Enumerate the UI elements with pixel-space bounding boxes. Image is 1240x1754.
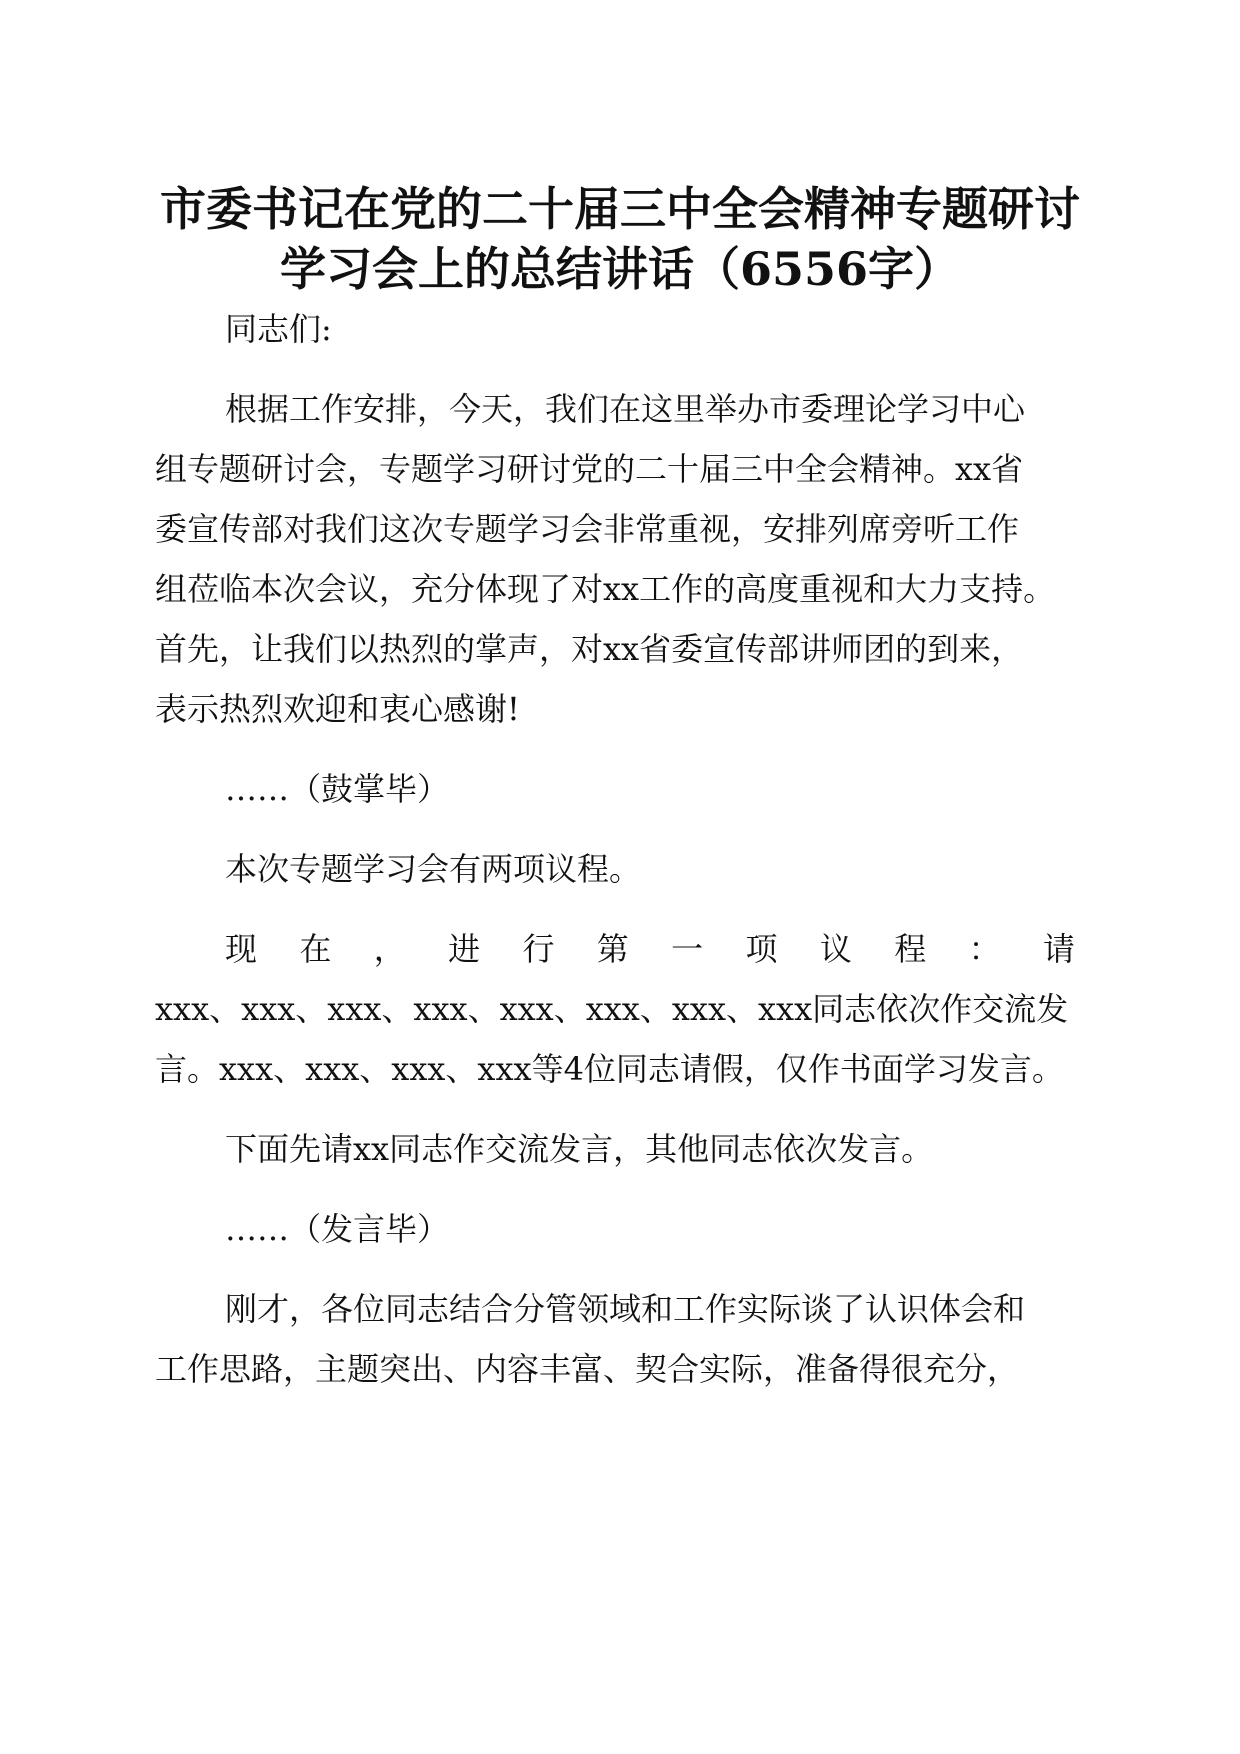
p2-char: ，	[373, 930, 406, 968]
salutation: 同志们:	[225, 310, 332, 348]
paragraph-2-line-3: 言。xxx、xxx、xxx、xxx等4位同志请假，仅作书面学习发言。	[155, 1050, 1064, 1088]
p2-char: 议	[819, 930, 852, 968]
agenda-line: 本次专题学习会有两项议程。	[225, 850, 642, 888]
p2-char: 行	[522, 930, 555, 968]
paragraph-2-line-2: xxx、xxx、xxx、xxx、xxx、xxx、xxx、xxx同志依次作交流发	[155, 990, 1069, 1028]
p2-char: 现	[225, 930, 258, 968]
paragraph-1-line-6: 表示热烈欢迎和衷心感谢!	[155, 690, 520, 728]
p2-char: ：	[968, 930, 1001, 968]
paragraph-1-line-5: 首先，让我们以热烈的掌声，对xx省委宣传部讲师团的到来，	[155, 630, 1024, 668]
paragraph-1-line-1: 根据工作安排，今天，我们在这里举办市委理论学习中心	[225, 390, 1026, 428]
speech-end-note: ……（发言毕）	[225, 1210, 450, 1248]
paragraph-1-line-3: 委宣传部对我们这次专题学习会非常重视，安排列席旁听工作	[155, 510, 1020, 548]
p2-char: 请	[1042, 930, 1075, 968]
p2-char: 一	[671, 930, 704, 968]
p2-char: 第	[596, 930, 629, 968]
p2-char: 进	[448, 930, 481, 968]
paragraph-2-line-1	[225, 917, 1075, 981]
paragraph-3: 下面先请xx同志作交流发言，其他同志依次发言。	[225, 1130, 934, 1168]
p2-char: 在	[299, 930, 332, 968]
paragraph-4-line-1: 刚才，各位同志结合分管领域和工作实际谈了认识体会和	[225, 1290, 1026, 1328]
p2-char: 程	[894, 930, 927, 968]
document-title-line-2: 学习会上的总结讲话（6556字）	[279, 242, 961, 296]
p2-char: 项	[745, 930, 778, 968]
paragraph-1-line-2: 组专题研讨会，专题学习研讨党的二十届三中全会精神。xx省	[155, 450, 1024, 488]
paragraph-1-line-4: 组莅临本次会议，充分体现了对xx工作的高度重视和大力支持。	[155, 570, 1056, 608]
document-title-line-1: 市委书记在党的二十届三中全会精神专题研讨	[160, 182, 1080, 236]
paragraph-4-line-2: 工作思路，主题突出、内容丰富、契合实际，准备得很充分，	[155, 1350, 1020, 1388]
applause-note: ……（鼓掌毕）	[225, 770, 450, 808]
